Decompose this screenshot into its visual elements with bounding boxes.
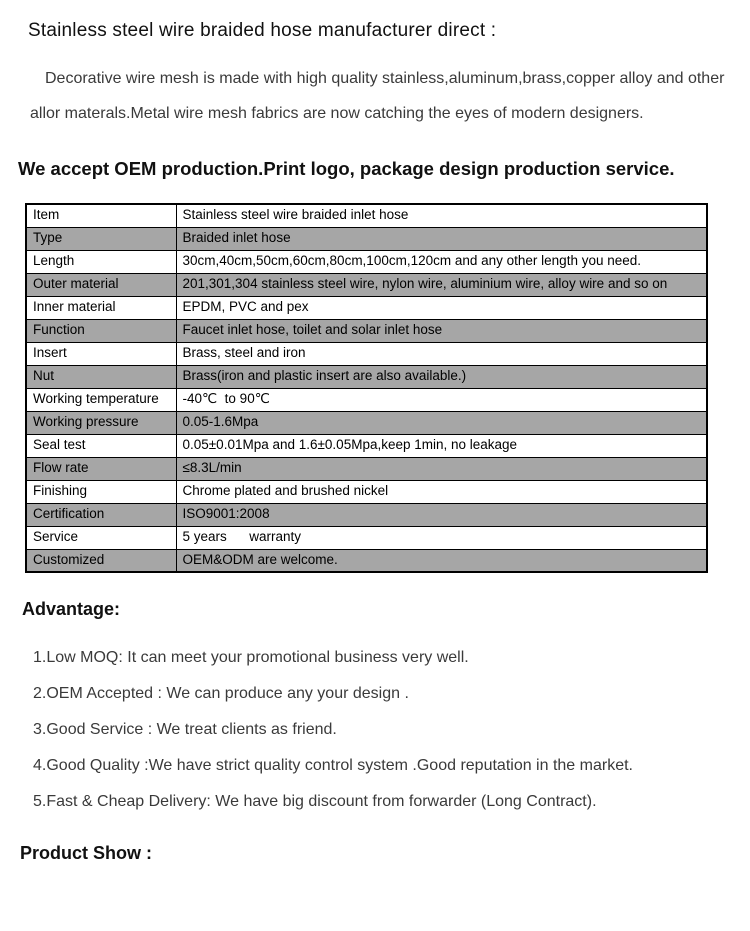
spec-row-type [26,227,707,250]
spec-value: 0.05-1.6Mpa [176,411,707,434]
spec-label: Flow rate [26,457,176,480]
spec-row-item [26,204,707,227]
spec-value: Stainless steel wire braided inlet hose [176,204,707,227]
spec-label: Insert [26,342,176,365]
spec-value: 5 years warranty [176,526,707,549]
advantage-item-2: 2.OEM Accepted : We can produce any your design . [33,685,409,702]
spec-row-function [26,319,707,342]
spec-label: Length [26,250,176,273]
page [0,20,750,931]
spec-row-customized [26,549,707,572]
spec-label: Working temperature [26,388,176,411]
advantage-heading: Advantage: [22,599,121,619]
spec-label: Type [26,227,176,250]
spec-label: Customized [26,549,176,572]
advantage-item-1: 1.Low MOQ: It can meet your promotional business very well. [33,649,469,666]
spec-label: Certification [26,503,176,526]
spec-value: Brass(iron and plastic insert are also available.) [176,365,707,388]
spec-label: Service [26,526,176,549]
spec-row-length [26,250,707,273]
advantage-item-3: 3.Good Service : We treat clients as friend. [33,721,337,738]
spec-value: 201,301,304 stainless steel wire, nylon wire, aluminium wire, alloy wire and so on [176,273,707,296]
spec-label: Function [26,319,176,342]
page-title: Stainless steel wire braided hose manufacturer direct : [28,20,497,41]
spec-value: Faucet inlet hose, toilet and solar inlet hose [176,319,707,342]
spec-row-seal-test [26,434,707,457]
spec-label: Outer material [26,273,176,296]
spec-value: -40℃ to 90℃ [176,388,707,411]
spec-row-outer-material [26,273,707,296]
spec-value: EPDM, PVC and pex [176,296,707,319]
advantage-item-5: 5.Fast & Cheap Delivery: We have big discount from forwarder (Long Contract). [33,793,597,810]
product-show-heading: Product Show : [20,843,152,863]
spec-label: Item [26,204,176,227]
spec-value: Chrome plated and brushed nickel [176,480,707,503]
spec-value: Braided inlet hose [176,227,707,250]
spec-row-inner-material [26,296,707,319]
spec-value: ISO9001:2008 [176,503,707,526]
spec-label: Working pressure [26,411,176,434]
spec-value: ≤8.3L/min [176,457,707,480]
spec-value: 30cm,40cm,50cm,60cm,80cm,100cm,120cm and any other length you need. [176,250,707,273]
spec-label: Finishing [26,480,176,503]
spec-row-insert [26,342,707,365]
oem-banner: We accept OEM production.Print logo, package design production service. [18,158,675,179]
spec-value: 0.05±0.01Mpa and 1.6±0.05Mpa,keep 1min, no leakage [176,434,707,457]
intro-paragraph: Decorative wire mesh is made with high quality stainless,aluminum,brass,copper alloy and other allor materals.Metal wire mesh fabrics are now catching the eyes of modern designers. [30,70,725,122]
spec-row-working-temperature [26,388,707,411]
advantage-item-4: 4.Good Quality :We have strict quality control system .Good reputation in the market. [33,757,633,774]
spec-row-finishing [26,480,707,503]
spec-value: Brass, steel and iron [176,342,707,365]
spec-row-working-pressure [26,411,707,434]
spec-label: Inner material [26,296,176,319]
spec-row-nut [26,365,707,388]
spec-row-service [26,526,707,549]
spec-table-body [26,204,707,572]
spec-row-certification [26,503,707,526]
spec-label: Nut [26,365,176,388]
advantage-list [33,648,735,812]
spec-table [25,203,708,573]
spec-row-flow-rate [26,457,707,480]
spec-value: OEM&ODM are welcome. [176,549,707,572]
spec-label: Seal test [26,434,176,457]
